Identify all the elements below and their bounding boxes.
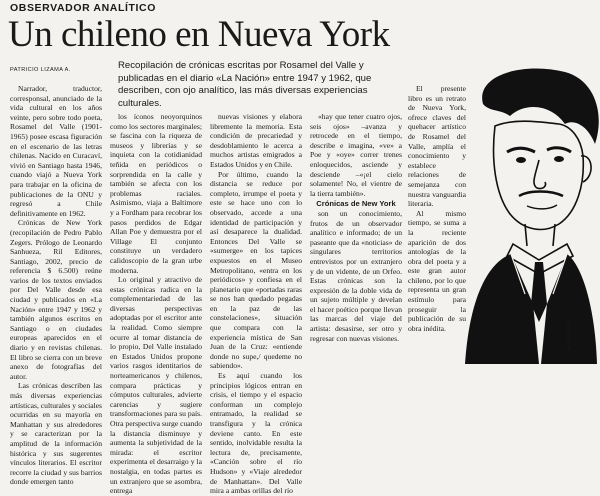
paragraph: son un conocimiento, frutos de un observador analítico e informado; de un paseante que da «noticias» de singulares territorios entrevistos por un extranjero y de un vidente, de un Orfeo. Estas crónicas son la expresión de la doble vida de un sujeto múltiple y develan el hacer poético porque llevan las marcas del viaje del artista: desasirse, ser otro y regresar con nuevas visiones.: [310, 208, 402, 343]
paragraph: Por último, cuando la distancia se reduce por completo, irrumpe el poeta y este se hace uno con lo observado, accede a una identidad de participación y así desaparece la dualidad. Entonces Del Valle se «sumerge» en los tapices expuestos en el Museo Metropolitano, «entra en los periódicos» y confiesa en el planetario que «portadas raras se nos han quedado pegadas en la paz de las constelaciones», situación que compara con la experiencia mística de San Juan de la Cruz: «entiende donde no supe,/ quedeme no sabiendo».: [210, 169, 302, 371]
headline: Un chileno en Nueva York: [8, 14, 390, 55]
subheading: Crónicas de New York: [316, 199, 396, 209]
paragraph: Lo original y atractivo de estas crónicas radica en la complementariedad de las diversas perspectivas adoptadas por el escritor ante la realidad. Como siempre ocurre al tomar distancia de lo propio, Del Valle instalado en Estados Unidos propone varios rasgos identitarios de norteamericanos y chilenos, compara prácticas y cómputos culturales, advierte carencias y sugiere transformaciones para su país. Otra perspectiva surge cuando la distancia disminuye y aumenta la subjetividad de la mirada: el escritor experimenta el desarraigo y la nostalgia, en todas partes es un extranjero que se asombra, entrega: [110, 275, 203, 496]
caricature-portrait-icon: [455, 64, 600, 374]
column-1: [10, 84, 102, 487]
photo-credit: EL MERCURIO: [566, 316, 571, 351]
paragraph: «hay que tener cuatro ojos, seis ojos» –avanza y retrocede en el tiempo, describe e imagina, «ve» a Poe y «oye» correr trenes enloquecidos, asciende y desciende –«¡el cielo solamente! No, el vientre de la tierra también».: [310, 112, 402, 198]
column-3: [210, 112, 302, 496]
paragraph: los íconos neoyorquinos como los sectores marginales; se fascina con la riqueza de museos y librerías y se inquieta con la cotidianidad teñida en periódicos o sorprendida en la calle y también se afecta con los problemas raciales. Asimismo, viaja a Baltimore y a Fordham para recobrar los pasos perdidos de Edgar Allan Poe y demuestra por el Village El conjunto constituye un verdadero calidoscopio de la gran urbe moderna.: [110, 112, 202, 275]
paragraph: El presente libro es un retrato de Nueva York, ofrece claves del quehacer artístico de Rosamel del Valle, amplía el conocimiento y establece relaciones de semejanza con nuestra vanguardia literaria.: [408, 84, 466, 209]
column-4: [310, 112, 402, 442]
lead-paragraph: Recopilación de crónicas escritas por Rosamel del Valle y publicadas en el diario «La Nación» entre 1947 y 1962, que describen, con ojo analítico, las más diversas experiencias culturales.: [118, 60, 372, 109]
byline: PATRICIO LIZAMA A.: [10, 67, 71, 73]
paragraph: Narrador, traductor, corresponsal, anunciado de la vida cultural en los años veinte, pero sobre todo poeta, Rosamel del Valle (1901-1965) posee escasa figuración en el escenario de las letras chilenas. Nacido en Curacaví, vivió en Santiago hasta 1946, cuando viajó a Nueva York para trabajar en la oficina de publicaciones de la ONU y regresó a Chile definitivamente en 1962.: [10, 84, 102, 218]
section-label: OBSERVADOR ANALÍTICO: [10, 2, 156, 14]
paragraph: Las crónicas describen las más diversas experiencias artísticas, culturales y sociales ocurridas en su mayoría en Manhattan y sus alrededores y se caracterizan por la amplitud de la información histórica y sus sugerentes vínculos literarios. El escritor recorre la ciudad y sus barrios donde emergen tanto: [10, 381, 102, 487]
paragraph: Es aquí cuando los principios lógicos entran en crisis, el tiempo y el espacio conforman un complejo entramado, la realidad se transfigura y la crónica deviene canto. En este sentido, inolvidable resulta la lectura de, precisamente, «Canción sobre el río Hudson» y «Viaje alrededor de Manhattan». Del Valle mira a ambas orillas del río: [210, 371, 302, 496]
paragraph: nuevas visiones y elabora libremente la memoria. Esta condición de precariedad y desdoblamiento le acerca a muchos artistas emigrados a Estados Unidos y en Chile.: [210, 112, 302, 169]
paragraph: Al mismo tiempo, se suma a la reciente aparición de dos antologías de la obra del poeta y a este gran autor chileno, por lo que representa un gran estímulo para proseguir la publicación de su obra inédita.: [408, 208, 466, 333]
paragraph: Crónicas de New York (recopilación de Pedro Pablo Zegers. Prólogo de Leonardo Sanhueza, Ril Editores, Santiago, 2002, precio de referencia $ 6.500) reúne varios de los textos enviados por Del Valle desde esa ciudad y publicados en «La Nación» entre 1947 y 1962 y también algunos escritos en Santiago o en ciudades europeas aparecidos en el diario y en revistas chilenas. El libro se cierra con un breve anexo de fotografías del autor.: [10, 218, 102, 381]
column-2: [110, 112, 203, 496]
